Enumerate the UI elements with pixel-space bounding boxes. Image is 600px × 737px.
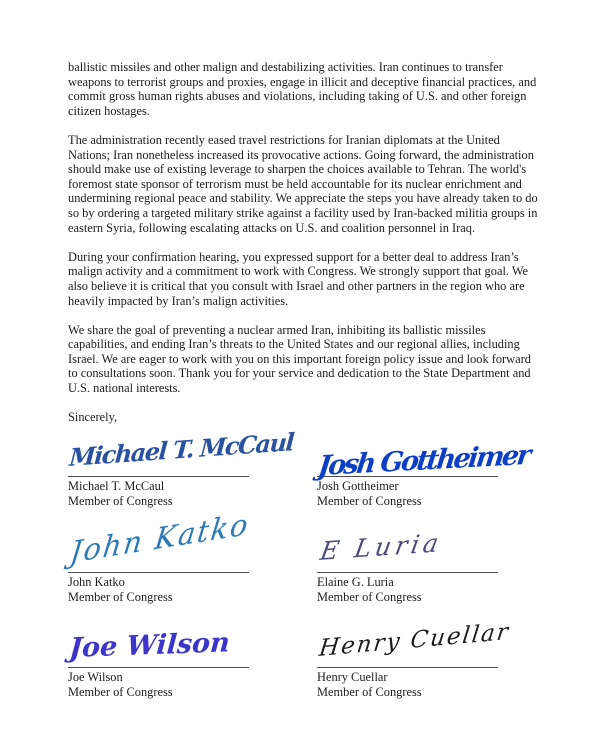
signature-block-joe-wilson (68, 617, 249, 699)
signer-title: Member of Congress (68, 589, 173, 604)
signer-title: Member of Congress (317, 493, 422, 508)
signer-name: Josh Gottheimer (317, 479, 399, 493)
paragraph-2: The administration recently eased travel restrictions for Iranian diplomats at the United Nations; Iran nonetheless increased its provocative actions. Going forward, the administration should make use of existing leverage to sharpen the choices available to Tehran. The world's foremost state sponsor of terrorism must be held accountable for its nuclear enrichment and undermining regional peace and stability. We appreciate the steps you have already taken to do so by ordering a targeted military strike against a facility used by Iran-backed militia groups in eastern Syria, following escalating attacks on U.S. and coalition personnel in Iraq. (68, 132, 538, 235)
signer-name: Joe Wilson (68, 670, 123, 684)
signature-block-elaine-g-luria (317, 522, 498, 604)
signature-elaine-g-luria: E Luria (318, 527, 445, 566)
signer-title: Member of Congress (68, 493, 173, 508)
signature-john-katko: John Katko (68, 506, 252, 570)
letter-body (68, 60, 542, 439)
paragraph-4: We share the goal of preventing a nuclear armed Iran, inhibiting its ballistic missiles capabilities, and ending Iran’s threats to the United States and our regional allies, including Israel. We are eager to work with you on this important foreign policy issue and look forward to consultations soon. Thank you for your service and dedication to the State Department and U.S. national interests. (68, 322, 531, 396)
signature-block-henry-cuellar (317, 617, 512, 699)
signer-title: Member of Congress (68, 684, 173, 699)
signer-title: Member of Congress (317, 589, 422, 604)
signer-name: Michael T. McCaul (68, 479, 165, 493)
signature-art (68, 506, 252, 572)
signature-joe-wilson: Joe Wilson (68, 627, 231, 664)
signature-art (316, 424, 531, 483)
signature-art (68, 424, 295, 476)
signature-block-michael-t-mccaul (68, 424, 295, 508)
signature-block-john-katko (68, 506, 252, 604)
signature-henry-cuellar: Henry Cuellar (317, 618, 512, 662)
signer-name: Henry Cuellar (317, 670, 388, 684)
closing-salutation: Sincerely, (68, 410, 118, 425)
paragraph-1: ballistic missiles and other malign and destabilizing activities. Iran continues to transfer weapons to terrorist groups and proxies, engage in illicit and deceptive financial practices, and commit gross human rights abuses and violations, including taking of U.S. and other foreign citizen hostages. (68, 60, 537, 118)
signature-josh-gottheimer: Josh Gottheimer (316, 439, 531, 483)
signer-name: Elaine G. Luria (317, 575, 394, 589)
signature-art (317, 617, 512, 667)
signer-title: Member of Congress (317, 684, 422, 699)
paragraph-3: During your confirmation hearing, you expressed support for a better deal to address Iran’s malign activity and a commitment to work with Congress. We strongly support that goal. We also believe it is critical that you consult with Israel and other partners in the region who are heavily impacted by Iran’s malign activities. (68, 249, 529, 308)
signature-block-josh-gottheimer (316, 424, 531, 508)
signature-michael-t-mccaul: Michael T. McCaul (68, 427, 295, 472)
signature-art (68, 617, 249, 667)
signer-name: John Katko (68, 575, 125, 589)
signature-art (317, 522, 498, 572)
